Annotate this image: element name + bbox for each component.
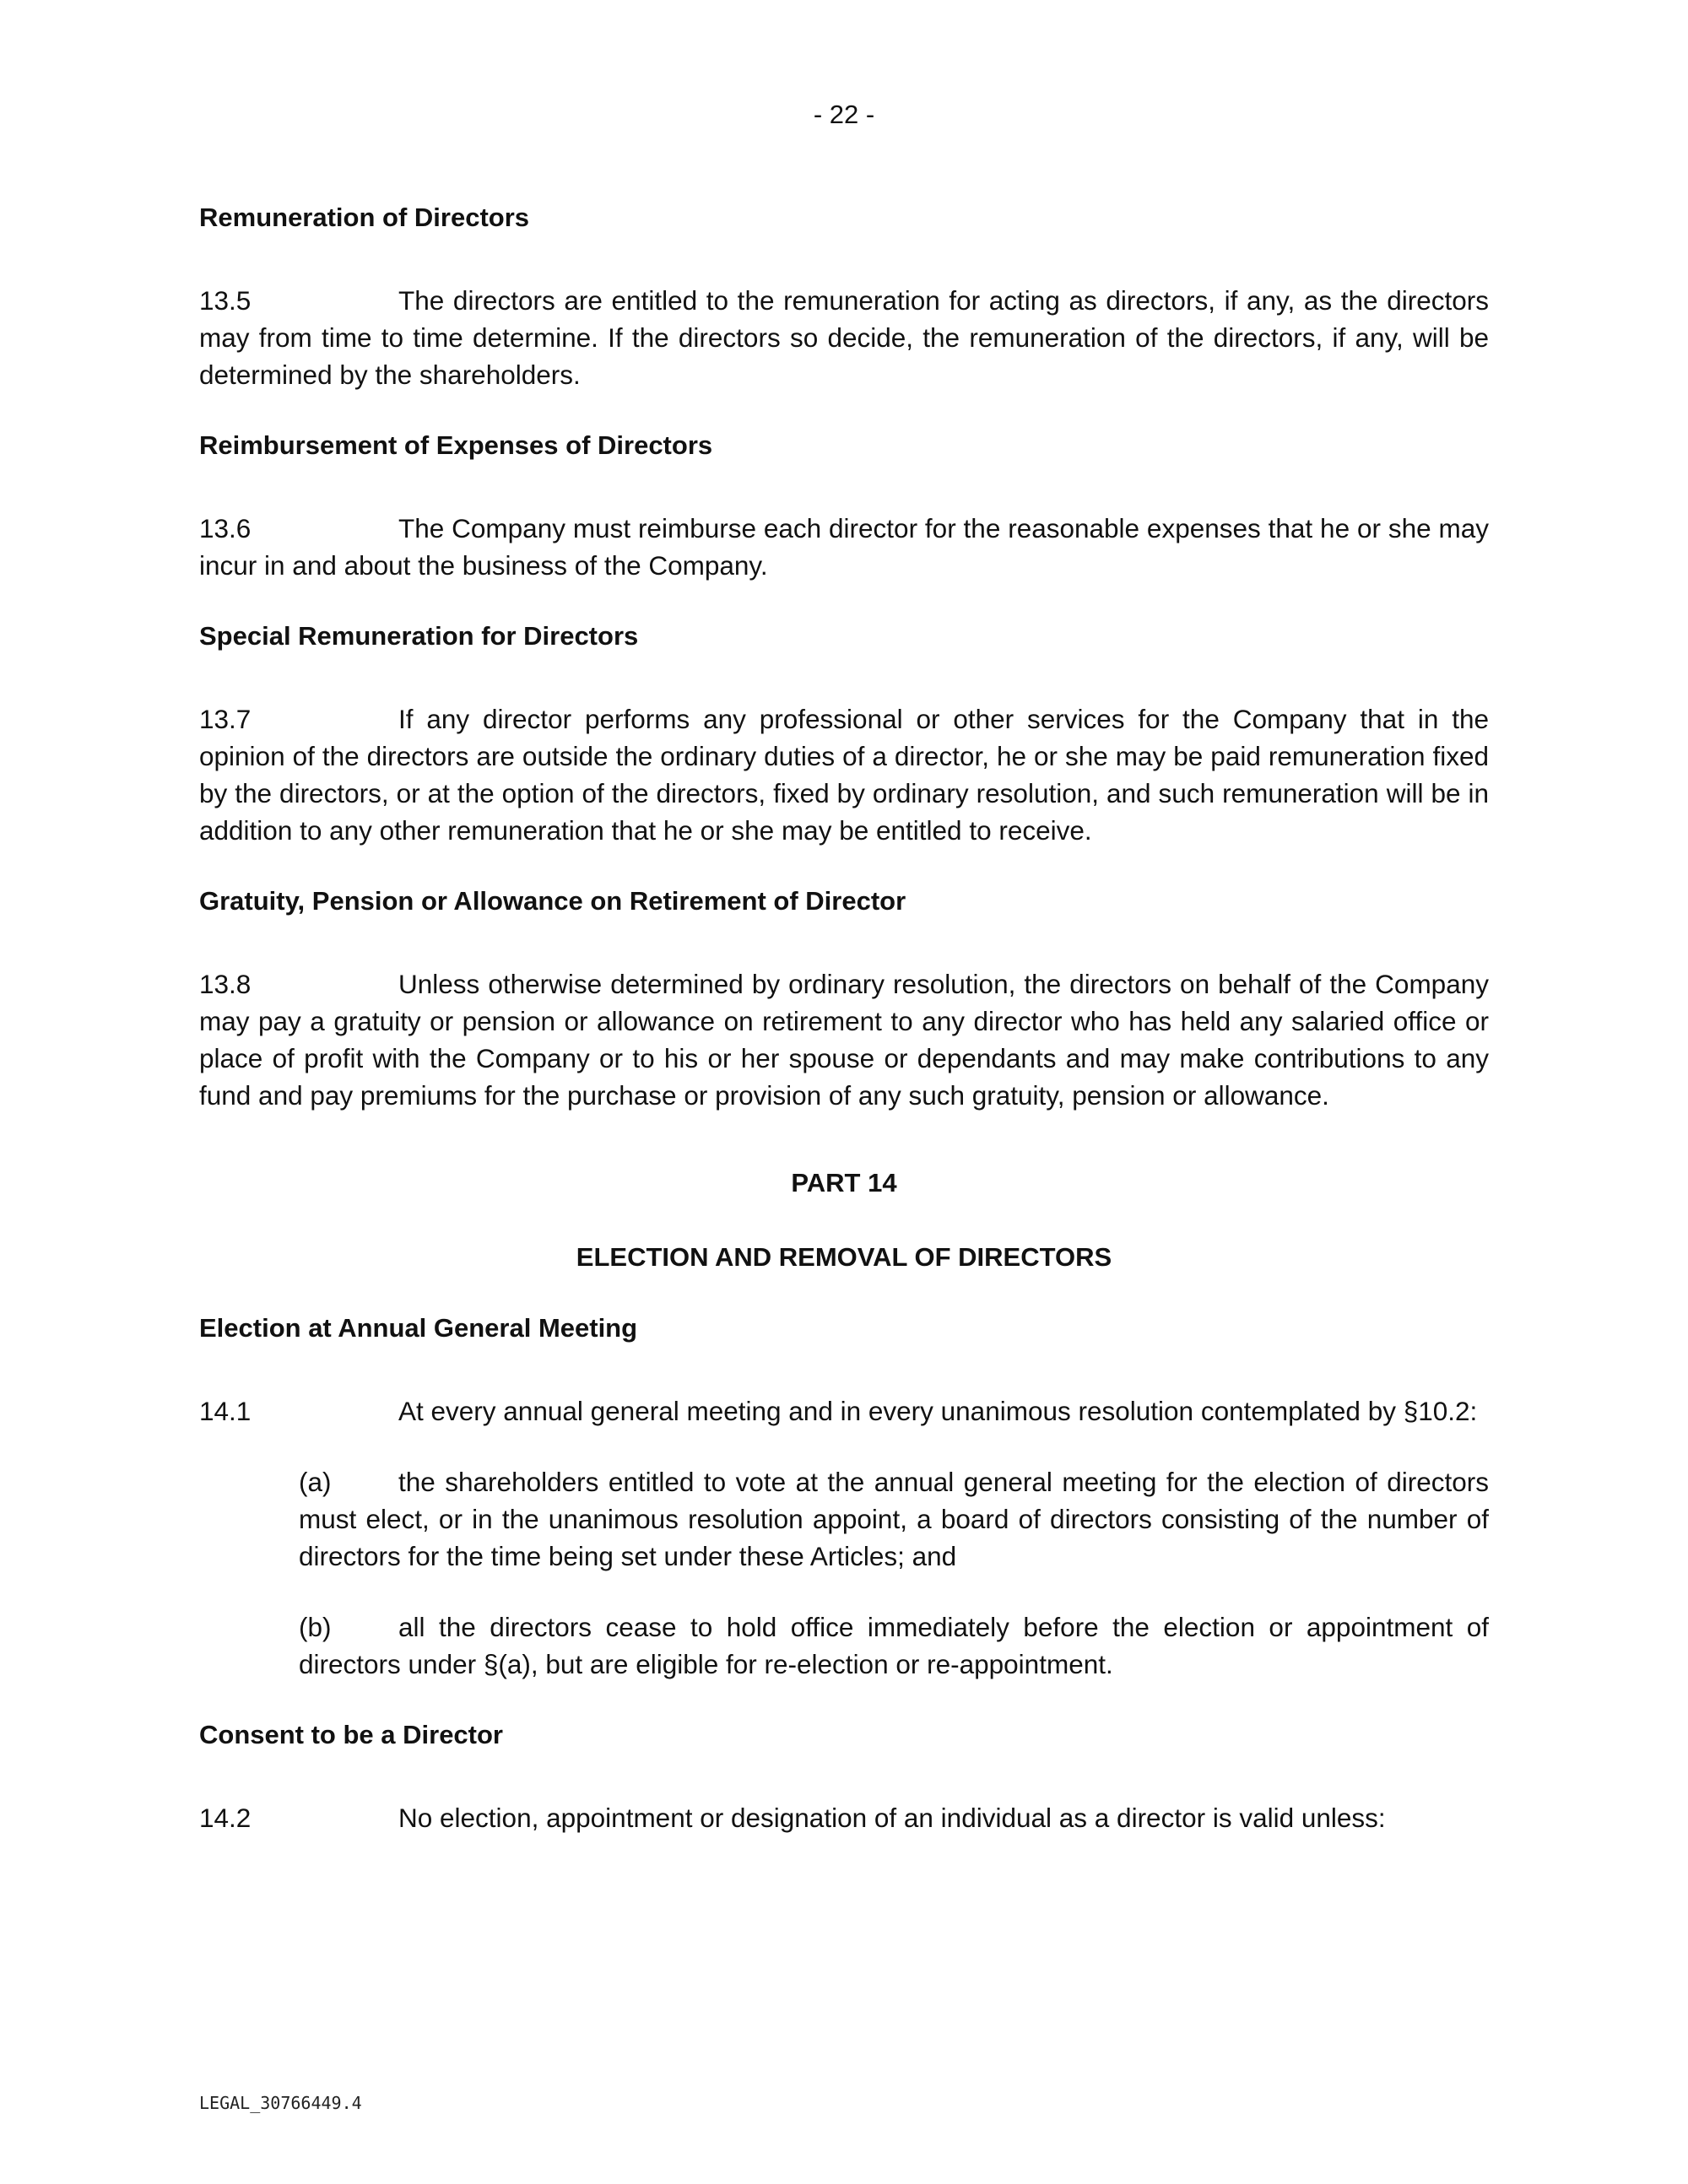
page-content [199, 199, 1489, 1870]
paragraph-text: The Company must reimburse each director for the reasonable expenses that he or she may incur in and about the business of the Company. [199, 513, 1489, 581]
paragraph-number: 14.2 [199, 1803, 252, 1833]
paragraph-number: 14.1 [199, 1396, 252, 1426]
sub-paragraph-a [299, 1463, 1489, 1575]
page-number: - 22 - [813, 100, 875, 129]
section-heading: Consent to be a Director [199, 1720, 503, 1749]
paragraph-13-5 [199, 282, 1489, 393]
paragraph-text: If any director performs any professional or other services for the Company that in the opinion of the directors are outside the ordinary duties of a director, he or she may be paid remuneration fixed by the directors, or at the option of the directors, fixed by ordinary resolution, and such remuneration will be in addition to any other remuneration that he or she may be entitled to receive. [199, 704, 1489, 846]
paragraph-number: 13.5 [199, 285, 252, 316]
part-label: PART 14 [791, 1168, 897, 1197]
paragraph-number: 13.7 [199, 704, 252, 734]
sub-paragraph-text: the shareholders entitled to vote at the annual general meeting for the election of directors must elect, or in the unanimous resolution appoint, a board of directors consisting of the number of directors for the time being set under these Articles; and [299, 1467, 1489, 1571]
section-heading: Election at Annual General Meeting [199, 1313, 638, 1343]
paragraph-text: At every annual general meeting and in every unanimous resolution contemplated by §10.2: [398, 1396, 1478, 1426]
paragraph-text: Unless otherwise determined by ordinary resolution, the directors on behalf of the Company may pay a gratuity or pension or allowance on retirement to any director who has held any salaried office or place of profit with the Company or to his or her spouse or dependants and may make contributions to any fund and pay premiums for the purchase or provision of any such gratuity, pension or allowance. [199, 969, 1489, 1111]
section-heading: Special Remuneration for Directors [199, 621, 639, 651]
paragraph-number: 13.8 [199, 969, 252, 999]
paragraph-14-2 [199, 1799, 1489, 1836]
paragraph-13-6 [199, 510, 1489, 584]
document-footer-id: LEGAL_30766449.4 [199, 2093, 362, 2113]
paragraph-number: 13.6 [199, 513, 252, 543]
part-title: ELECTION AND REMOVAL OF DIRECTORS [576, 1242, 1112, 1272]
sub-paragraph-text: all the directors cease to hold office immediately before the election or appointment of directors under §(a), but are eligible for re-election or re-appointment. [299, 1612, 1489, 1679]
paragraph-14-1 [199, 1392, 1489, 1430]
paragraph-13-7 [199, 700, 1489, 849]
paragraph-text: No election, appointment or designation of an individual as a director is valid unless: [398, 1803, 1386, 1833]
sub-paragraph-label: (a) [299, 1467, 332, 1497]
paragraph-13-8 [199, 965, 1489, 1114]
sub-paragraph-b [299, 1608, 1489, 1683]
section-heading: Reimbursement of Expenses of Directors [199, 430, 713, 460]
sub-paragraph-label: (b) [299, 1612, 332, 1642]
section-heading: Remuneration of Directors [199, 203, 530, 232]
paragraph-text: The directors are entitled to the remuneration for acting as directors, if any, as the directors may from time to time determine. If the directors so decide, the remuneration of the directors, if any, will be determined by the shareholders. [199, 285, 1489, 390]
section-heading: Gratuity, Pension or Allowance on Retirement of Director [199, 886, 906, 916]
